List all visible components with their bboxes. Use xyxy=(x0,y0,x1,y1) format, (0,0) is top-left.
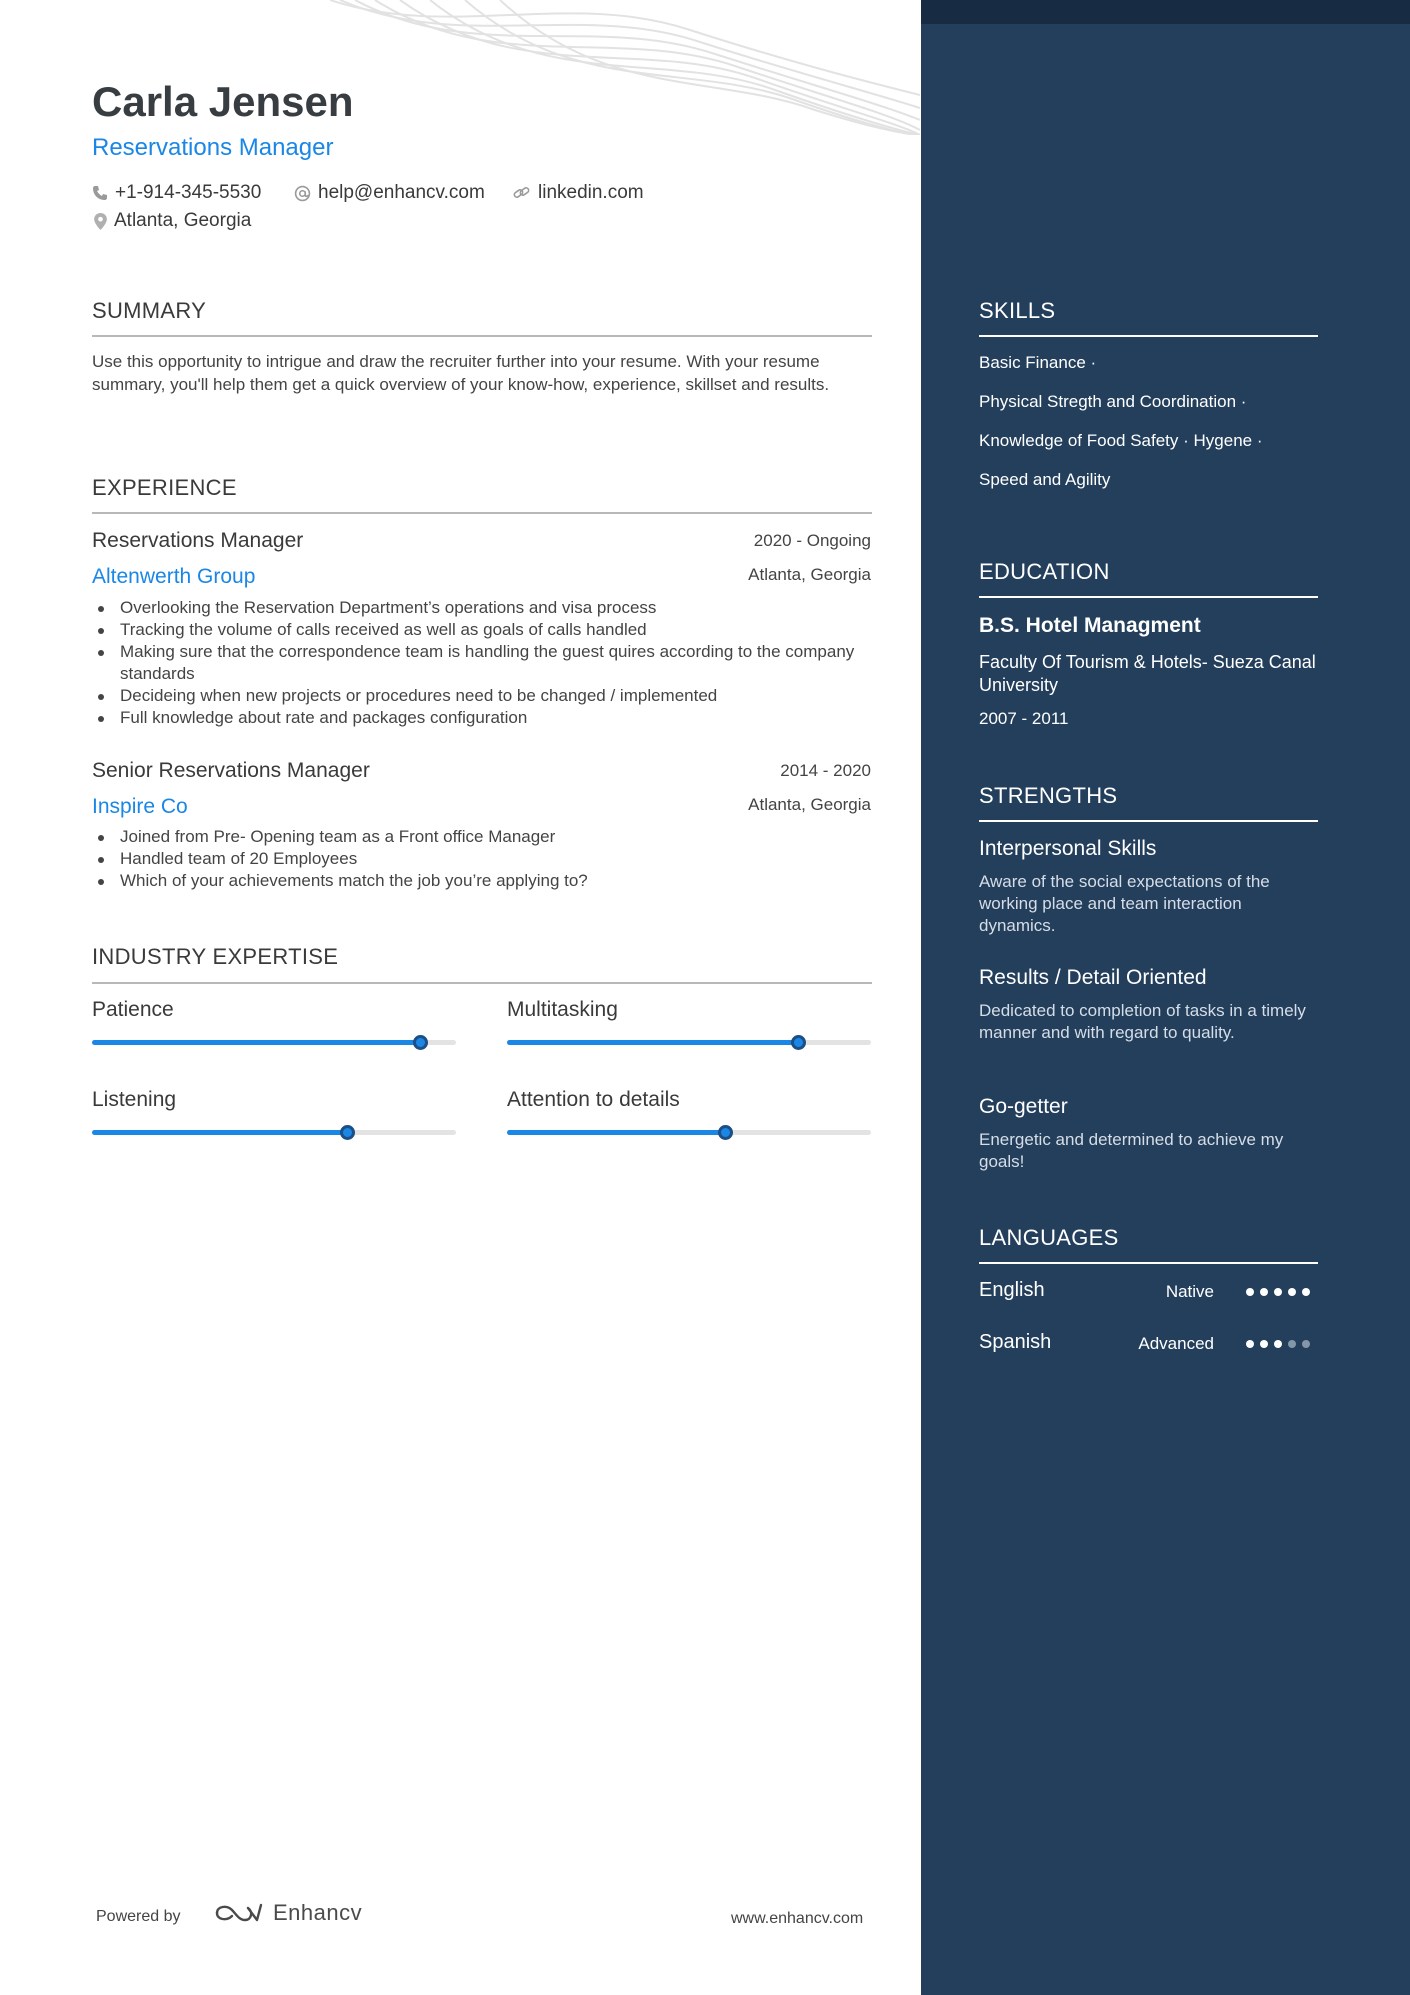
job-title: Senior Reservations Manager xyxy=(92,759,370,782)
language-name: English xyxy=(979,1279,1045,1301)
dot xyxy=(1274,1288,1282,1296)
summary-heading: SUMMARY xyxy=(92,298,207,323)
expertise-bar xyxy=(92,1130,456,1135)
skill-line: Basic Finance · xyxy=(979,353,1097,372)
strength-desc: Dedicated to completion of tasks in a timely manner and with regard to quality. xyxy=(979,1001,1306,1042)
sidebar xyxy=(921,0,1410,1995)
footer-powered-by: Powered by xyxy=(96,1908,181,1925)
phone-icon xyxy=(92,185,108,201)
languages-heading: LANGUAGES xyxy=(979,1225,1119,1250)
expertise-bar-fill xyxy=(92,1130,347,1135)
list-item: Making sure that the correspondence team is handling the guest quires according to the company standards xyxy=(92,641,874,685)
expertise-bar-knob xyxy=(718,1125,733,1140)
dot xyxy=(1274,1340,1282,1348)
expertise-label: Listening xyxy=(92,1088,177,1111)
strength-desc: Aware of the social expectations of the working place and team interaction dynamics. xyxy=(979,872,1270,935)
job-bullets xyxy=(92,597,874,729)
job-dates: 2020 - Ongoing xyxy=(753,531,871,550)
skill-line: Knowledge of Food Safety · Hygene · xyxy=(979,431,1263,450)
summary-text: Use this opportunity to intrigue and draw the recruiter further into your resume. With your resume summary, you'll help them get a quick overview of your know-how, experience, skillset and results. xyxy=(92,352,830,394)
expertise-bar-knob xyxy=(791,1035,806,1050)
job-bullets xyxy=(92,826,874,892)
list-item: Full knowledge about rate and packages configuration xyxy=(92,707,874,729)
dot xyxy=(1288,1340,1296,1348)
expertise-bar xyxy=(92,1040,456,1045)
experience-heading: EXPERIENCE xyxy=(92,475,237,500)
job-dates: 2014 - 2020 xyxy=(780,761,871,780)
list-item: Overlooking the Reservation Department’s operations and visa process xyxy=(92,597,874,619)
dot xyxy=(1288,1288,1296,1296)
list-item: Handled team of 20 Employees xyxy=(92,848,874,870)
dot xyxy=(1246,1340,1254,1348)
expertise-bar-fill xyxy=(92,1040,420,1045)
skills-heading: SKILLS xyxy=(979,298,1056,323)
education-divider xyxy=(979,596,1318,598)
sidebar-top-band xyxy=(921,0,1410,24)
experience-divider xyxy=(92,512,872,514)
expertise-label: Patience xyxy=(92,998,174,1021)
expertise-bar-fill xyxy=(507,1040,798,1045)
strengths-heading: STRENGTHS xyxy=(979,783,1118,808)
expertise-heading: INDUSTRY EXPERTISE xyxy=(92,944,339,969)
email-text: help@enhancv.com xyxy=(318,182,485,203)
expertise-bar xyxy=(507,1130,871,1135)
dot xyxy=(1260,1288,1268,1296)
list-item: Which of your achievements match the job you’re applying to? xyxy=(92,870,874,892)
at-icon xyxy=(294,185,311,202)
education-years: 2007 - 2011 xyxy=(979,709,1069,728)
contact-linkedin xyxy=(513,182,644,204)
list-item: Tracking the volume of calls received as well as goals of calls handled xyxy=(92,619,874,641)
language-level: Native xyxy=(1165,1282,1214,1301)
job-company: Altenwerth Group xyxy=(92,565,256,588)
skills-divider xyxy=(979,335,1318,337)
contact-phone xyxy=(92,182,261,204)
candidate-name: Carla Jensen xyxy=(92,78,354,125)
location-text: Atlanta, Georgia xyxy=(114,210,252,231)
job-location: Atlanta, Georgia xyxy=(748,565,871,584)
contact-email xyxy=(294,182,485,204)
dot xyxy=(1246,1288,1254,1296)
dot xyxy=(1302,1288,1310,1296)
strength-title: Results / Detail Oriented xyxy=(979,966,1207,989)
location-pin-icon xyxy=(94,213,107,230)
expertise-divider xyxy=(92,982,872,984)
expertise-bar-knob xyxy=(413,1035,428,1050)
enhancv-logo-text: Enhancv xyxy=(273,1900,363,1925)
expertise-label: Attention to details xyxy=(507,1088,680,1111)
enhancv-logo-icon xyxy=(215,1901,263,1925)
phone-text: +1-914-345-5530 xyxy=(115,182,262,203)
expertise-bar xyxy=(507,1040,871,1045)
education-heading: EDUCATION xyxy=(979,559,1110,584)
dot xyxy=(1260,1340,1268,1348)
language-name: Spanish xyxy=(979,1331,1052,1353)
skill-line: Speed and Agility xyxy=(979,470,1111,489)
languages-divider xyxy=(979,1262,1318,1264)
summary-divider xyxy=(92,335,872,337)
job-location: Atlanta, Georgia xyxy=(748,795,871,814)
footer-url[interactable]: www.enhancv.com xyxy=(731,1910,864,1927)
education-school: Faculty Of Tourism & Hotels- Sueza Canal University xyxy=(979,652,1316,695)
strength-desc: Energetic and determined to achieve my goals! xyxy=(979,1130,1284,1171)
candidate-role: Reservations Manager xyxy=(92,134,334,161)
list-item: Decideing when new projects or procedures need to be changed / implemented xyxy=(92,685,874,707)
expertise-bar-knob xyxy=(340,1125,355,1140)
strengths-divider xyxy=(979,820,1318,822)
contact-location xyxy=(94,210,251,232)
dot xyxy=(1302,1340,1310,1348)
language-level: Advanced xyxy=(1138,1334,1214,1353)
language-dots xyxy=(1246,1288,1316,1296)
strength-title: Interpersonal Skills xyxy=(979,837,1157,860)
language-dots xyxy=(1246,1340,1316,1348)
job-company: Inspire Co xyxy=(92,795,188,818)
enhancv-logo xyxy=(215,1900,362,1926)
job-title: Reservations Manager xyxy=(92,529,304,552)
expertise-label: Multitasking xyxy=(507,998,618,1021)
education-degree: B.S. Hotel Managment xyxy=(979,614,1201,637)
linkedin-text: linkedin.com xyxy=(538,182,644,203)
expertise-bar-fill xyxy=(507,1130,725,1135)
skill-line: Physical Stregth and Coordination · xyxy=(979,392,1247,411)
link-icon xyxy=(513,185,531,201)
list-item: Joined from Pre- Opening team as a Front office Manager xyxy=(92,826,874,848)
strength-title: Go-getter xyxy=(979,1095,1068,1118)
